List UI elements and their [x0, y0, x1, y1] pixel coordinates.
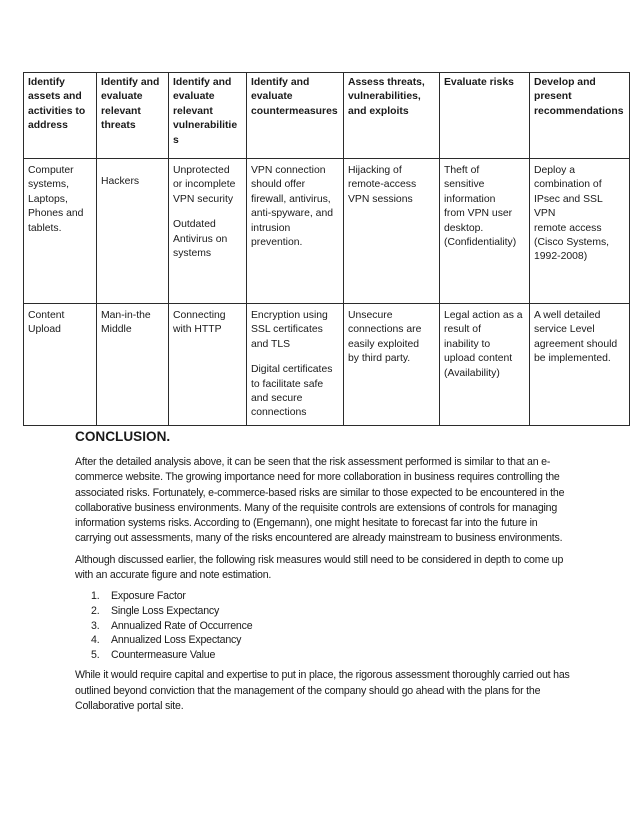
header-cell [24, 73, 97, 159]
table-cell [344, 304, 440, 426]
cell-text-line: VPN connection [251, 165, 326, 176]
list-item [75, 589, 575, 604]
cell-text-line: IPsec and SSL VPN [534, 193, 603, 220]
list-item [75, 604, 575, 619]
conclusion-heading: CONCLUSION. [75, 429, 171, 444]
cell-text-line: Middle [101, 324, 132, 336]
conclusion-paragraph-1: After the detailed analysis above, it can be seen that the risk assessment performed is similar to that an e-commerce website. The growing importance need for more collaboration in business requires controlling the associated risks. Fortunately, e-commerce-based risks are similar to those expected to be encountered in the collaborative business environments. Many of the requisite controls are extensions of controls for managing information systems risks. According to (Engemann), one might hesitate to forecast far into the future in carrying out assessments, many of the risks encountered are already mainstream to business environments. [75, 456, 565, 545]
cell-text-line: inability to [444, 338, 491, 350]
risk-assessment-table [23, 72, 630, 426]
cell-text-line: (Cisco Systems, [534, 237, 610, 249]
cell-text-line: Laptops, [28, 193, 68, 205]
cell-text-line: Hackers [101, 176, 140, 187]
table-cell [24, 304, 97, 426]
table-row [24, 304, 630, 426]
cell-text-line: Connecting [173, 310, 226, 321]
list-item-label: Annualized Loss Expectancy [111, 634, 242, 647]
table-cell [530, 304, 630, 426]
cell-text-line: remote access [534, 222, 602, 234]
cell-text-line: Legal action as a [444, 310, 523, 321]
table-cell [247, 304, 344, 426]
header-cell [440, 73, 530, 159]
list-item-number: 5. [91, 648, 100, 661]
cell-text-line: Develop and [534, 77, 596, 88]
cell-text-line: Antivirus on [173, 233, 228, 245]
table-cell [169, 159, 247, 304]
cell-text-line: service Level [534, 324, 595, 336]
cell-text-line: Upload [28, 324, 61, 336]
cell-text-line: Identify and [251, 77, 310, 88]
cell-text-line: agreement should [534, 338, 618, 350]
cell-text-line: Outdated [173, 219, 216, 231]
table-cell [530, 159, 630, 304]
cell-text-line: VPN security [173, 193, 234, 205]
table-cell [440, 304, 530, 426]
header-cell [169, 73, 247, 159]
cell-text-line: Deploy a [534, 165, 576, 176]
conclusion-paragraph-2: Although discussed earlier, the following risk measures would still need to be considered in depth to come up with an accurate figure and note estimation. [75, 553, 564, 582]
table-cell [24, 159, 97, 304]
cell-text-line: information [444, 193, 496, 205]
table-header-row [24, 73, 630, 159]
cell-text-line: combination of [534, 179, 602, 191]
cell-text-line: desktop. [444, 222, 484, 234]
conclusion-section [75, 428, 575, 720]
cell-text-line: should offer [251, 179, 306, 191]
cell-text-line: Digital certificates [251, 364, 333, 376]
conclusion-paragraph-3: While it would require capital and expertise to put in place, the rigorous assessment thoroughly carried out has outlined beyond conviction that the management of the company should go ahead with the plans for the Collaborative portal site. [75, 669, 570, 712]
cell-text-line: relevant [173, 105, 213, 117]
cell-text-line: systems, [28, 179, 69, 191]
cell-text-line: result of [444, 324, 481, 336]
list-item [75, 648, 575, 663]
cell-text-line: 1992-2008) [534, 251, 588, 263]
cell-text-line: Theft of [444, 165, 480, 176]
header-cell [344, 73, 440, 159]
list-item-label: Exposure Factor [111, 590, 186, 603]
list-item-number: 1. [91, 590, 100, 603]
cell-text-line: VPN sessions [348, 193, 413, 205]
risk-measures-list [75, 589, 575, 662]
cell-text-line: Assess threats, [348, 77, 425, 88]
list-item-number: 2. [91, 604, 100, 617]
cell-text-line: Evaluate risks [444, 77, 514, 88]
list-item-label: Countermeasure Value [111, 648, 216, 661]
table-cell [247, 159, 344, 304]
cell-text-line: firewall, antivirus, [251, 193, 331, 205]
cell-text-line: with HTTP [173, 324, 222, 336]
cell-text-line: vulnerabilities [173, 120, 238, 146]
table-row [24, 159, 630, 304]
cell-text-line: countermeasures [251, 105, 338, 117]
cell-text-line: threats [101, 120, 136, 132]
cell-text-line: evaluate [101, 91, 143, 103]
cell-text-line: Unprotected [173, 165, 230, 176]
cell-text-line: anti-spyware, and [251, 208, 334, 220]
cell-text-line: assets and [28, 91, 82, 103]
cell-text-line: connections [251, 407, 307, 419]
table-cell [440, 159, 530, 304]
cell-text-line: and exploits [348, 105, 409, 117]
cell-text-line: address [28, 120, 68, 132]
cell-text-line: evaluate [251, 91, 293, 103]
cell-text-line: A well detailed [534, 310, 601, 321]
table-cell [169, 304, 247, 426]
header-cell [97, 73, 169, 159]
cell-text-line: vulnerabilities, [348, 91, 421, 103]
table-cell [344, 159, 440, 304]
cell-text-line: to facilitate safe [251, 378, 324, 390]
cell-text-line: be implemented. [534, 353, 611, 365]
cell-text-line: from VPN user [444, 208, 513, 220]
cell-text-line: recommendations [534, 105, 624, 117]
cell-text-line: Phones and [28, 208, 84, 220]
cell-text-line: systems [173, 248, 212, 260]
list-item-label: Annualized Rate of Occurrence [111, 619, 253, 632]
cell-text-line: Hijacking of [348, 165, 402, 176]
cell-text-line: evaluate [173, 91, 215, 103]
cell-text-line: sensitive [444, 179, 485, 191]
cell-gap [251, 352, 339, 363]
cell-text-line: upload content [444, 353, 513, 365]
cell-text-line: tablets. [28, 222, 62, 234]
cell-text-line: Encryption using [251, 310, 328, 321]
list-item [75, 633, 575, 648]
cell-text-line: Identify and [173, 77, 232, 88]
cell-text-line: activities to [28, 105, 86, 117]
cell-gap [101, 164, 164, 175]
cell-text-line: present [534, 91, 572, 103]
cell-text-line: intrusion [251, 222, 291, 234]
cell-text-line: and TLS [251, 338, 291, 350]
header-cell [530, 73, 630, 159]
cell-text-line: or incomplete [173, 179, 236, 191]
table-cell [97, 304, 169, 426]
cell-text-line: (Availability) [444, 367, 500, 379]
cell-text-line: (Confidentiality) [444, 237, 517, 249]
list-item-label: Single Loss Expectancy [111, 604, 220, 617]
cell-text-line: relevant [101, 105, 141, 117]
cell-text-line: SSL certificates [251, 324, 323, 336]
cell-gap [173, 207, 242, 218]
list-item-number: 4. [91, 634, 100, 647]
cell-text-line: Identify and [101, 77, 160, 88]
cell-text-line: Computer [28, 165, 74, 176]
cell-text-line: easily exploited [348, 338, 420, 350]
cell-text-line: Content [28, 310, 65, 321]
cell-text-line: Man-in-the [101, 310, 151, 321]
header-cell [247, 73, 344, 159]
list-item-number: 3. [91, 619, 100, 632]
cell-text-line: prevention. [251, 237, 303, 249]
cell-text-line: and secure [251, 393, 303, 405]
cell-text-line: by third party. [348, 353, 411, 365]
cell-text-line: Unsecure [348, 310, 393, 321]
cell-text-line: Identify [28, 77, 65, 88]
table-cell [97, 159, 169, 304]
list-item [75, 619, 575, 634]
cell-text-line: remote-access [348, 179, 417, 191]
cell-text-line: connections are [348, 324, 422, 336]
